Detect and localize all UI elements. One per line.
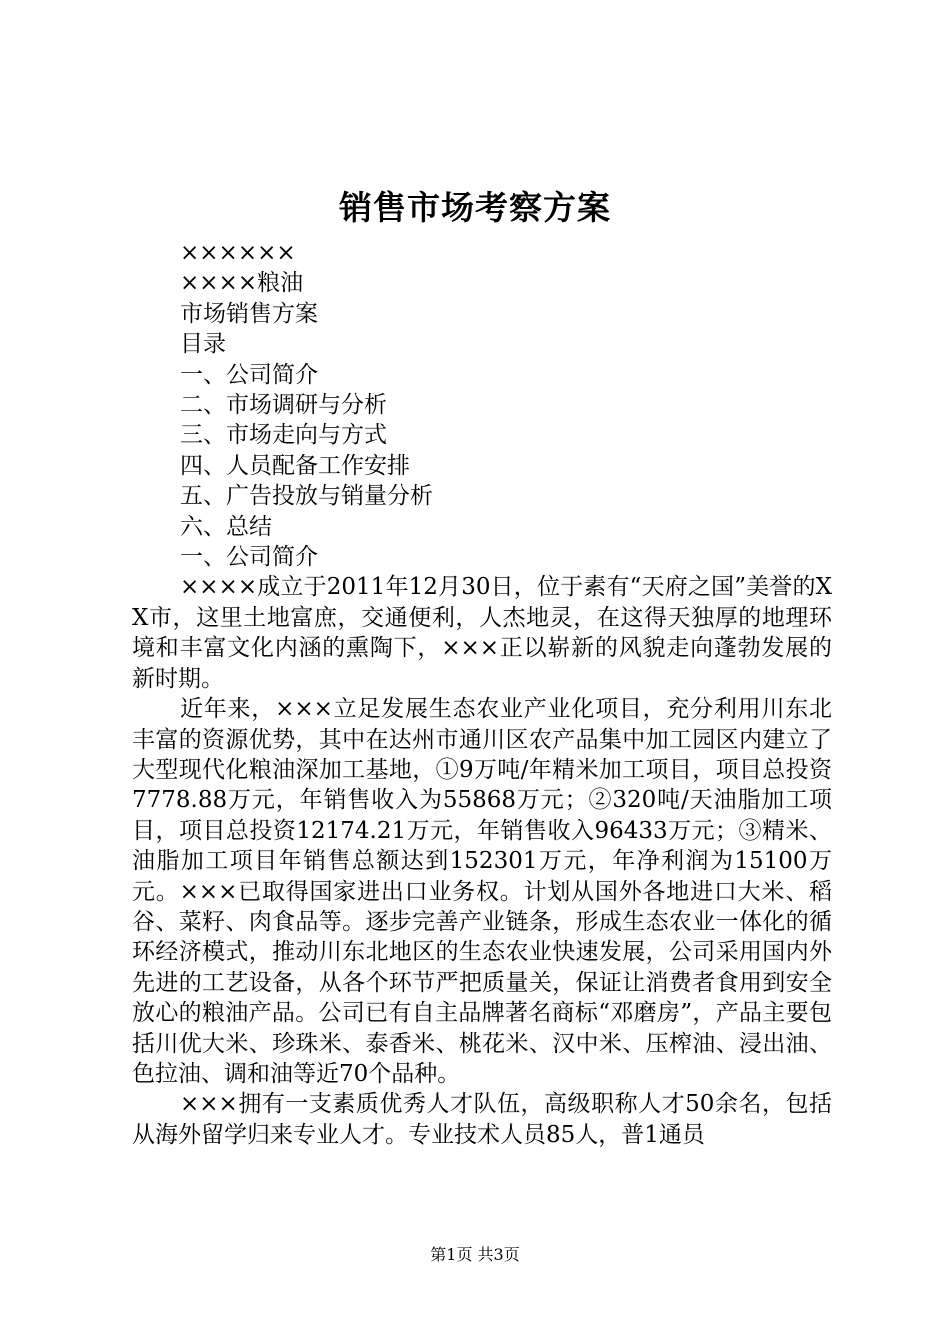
header-line-1: ×××××× xyxy=(180,240,296,266)
header-line-3: 市场销售方案 xyxy=(180,300,318,327)
toc-item-2: 二、市场调研与分析 xyxy=(180,392,387,419)
toc-item-3: 三、市场走向与方式 xyxy=(180,422,387,449)
page-footer: 第1页 共3页 xyxy=(430,1245,520,1264)
toc-item-1: 一、公司简介 xyxy=(180,361,318,388)
toc-item-5: 五、广告投放与销量分析 xyxy=(180,483,433,510)
paragraph-2: 近年来，×××立足发展生态农业产业化项目，充分利用川东北丰富的资源优势，其中在达州市通川区农产品集中加工园区内建立了大型现代化粮油深加工基地，①9万吨/年精米加工项目，项目总投资7778.88万元，年销售收入为55868万元；②320吨/天油脂加工项目，项目总投资12174.21万元，年销售收入96433万元；③精米、油脂加工项目年销售总额达到152301万元，年净利润为15100万元。×××已取得国家进出口业务权。计划从国外各地进口大米、稻谷、菜籽、肉食品等。逐步完善产业链条，形成生态农业一体化的循环经济模式，推动川东北地区的生态农业快速发展，公司采用国内外先进的工艺设备，从各个环节严把质量关，保证让消费者食用到安全放心的粮油产品。公司已有自主品牌著名商标“邓磨房”，产品主要包括川优大米、珍珠米、泰香米、桃花米、汉中米、压榨油、浸出油、色拉油、调和油等近70个品种。 xyxy=(132,696,832,1087)
section-heading-1: 一、公司简介 xyxy=(180,544,318,571)
toc-item-6: 六、总结 xyxy=(180,513,272,540)
header-line-2: ××××粮油 xyxy=(180,270,304,297)
paragraph-1: ××××成立于2011年12月30日，位于素有“天府之国”美誉的XX市，这里土地富庶，交通便利，人杰地灵，在这得天独厚的地理环境和丰富文化内涵的熏陶下，×××正以崭新的风貌走向蓬勃发展的新时期。 xyxy=(132,574,832,692)
document-body xyxy=(132,238,832,1150)
toc-item-4: 四、人员配备工作安排 xyxy=(180,452,410,479)
toc-heading: 目录 xyxy=(180,331,226,358)
paragraph-3: ×××拥有一支素质优秀人才队伍，高级职称人才50余名，包括从海外留学归来专业人才。专业技术人员85人，普1通员 xyxy=(132,1091,832,1148)
document-title: 销售市场考察方案 xyxy=(339,188,611,227)
